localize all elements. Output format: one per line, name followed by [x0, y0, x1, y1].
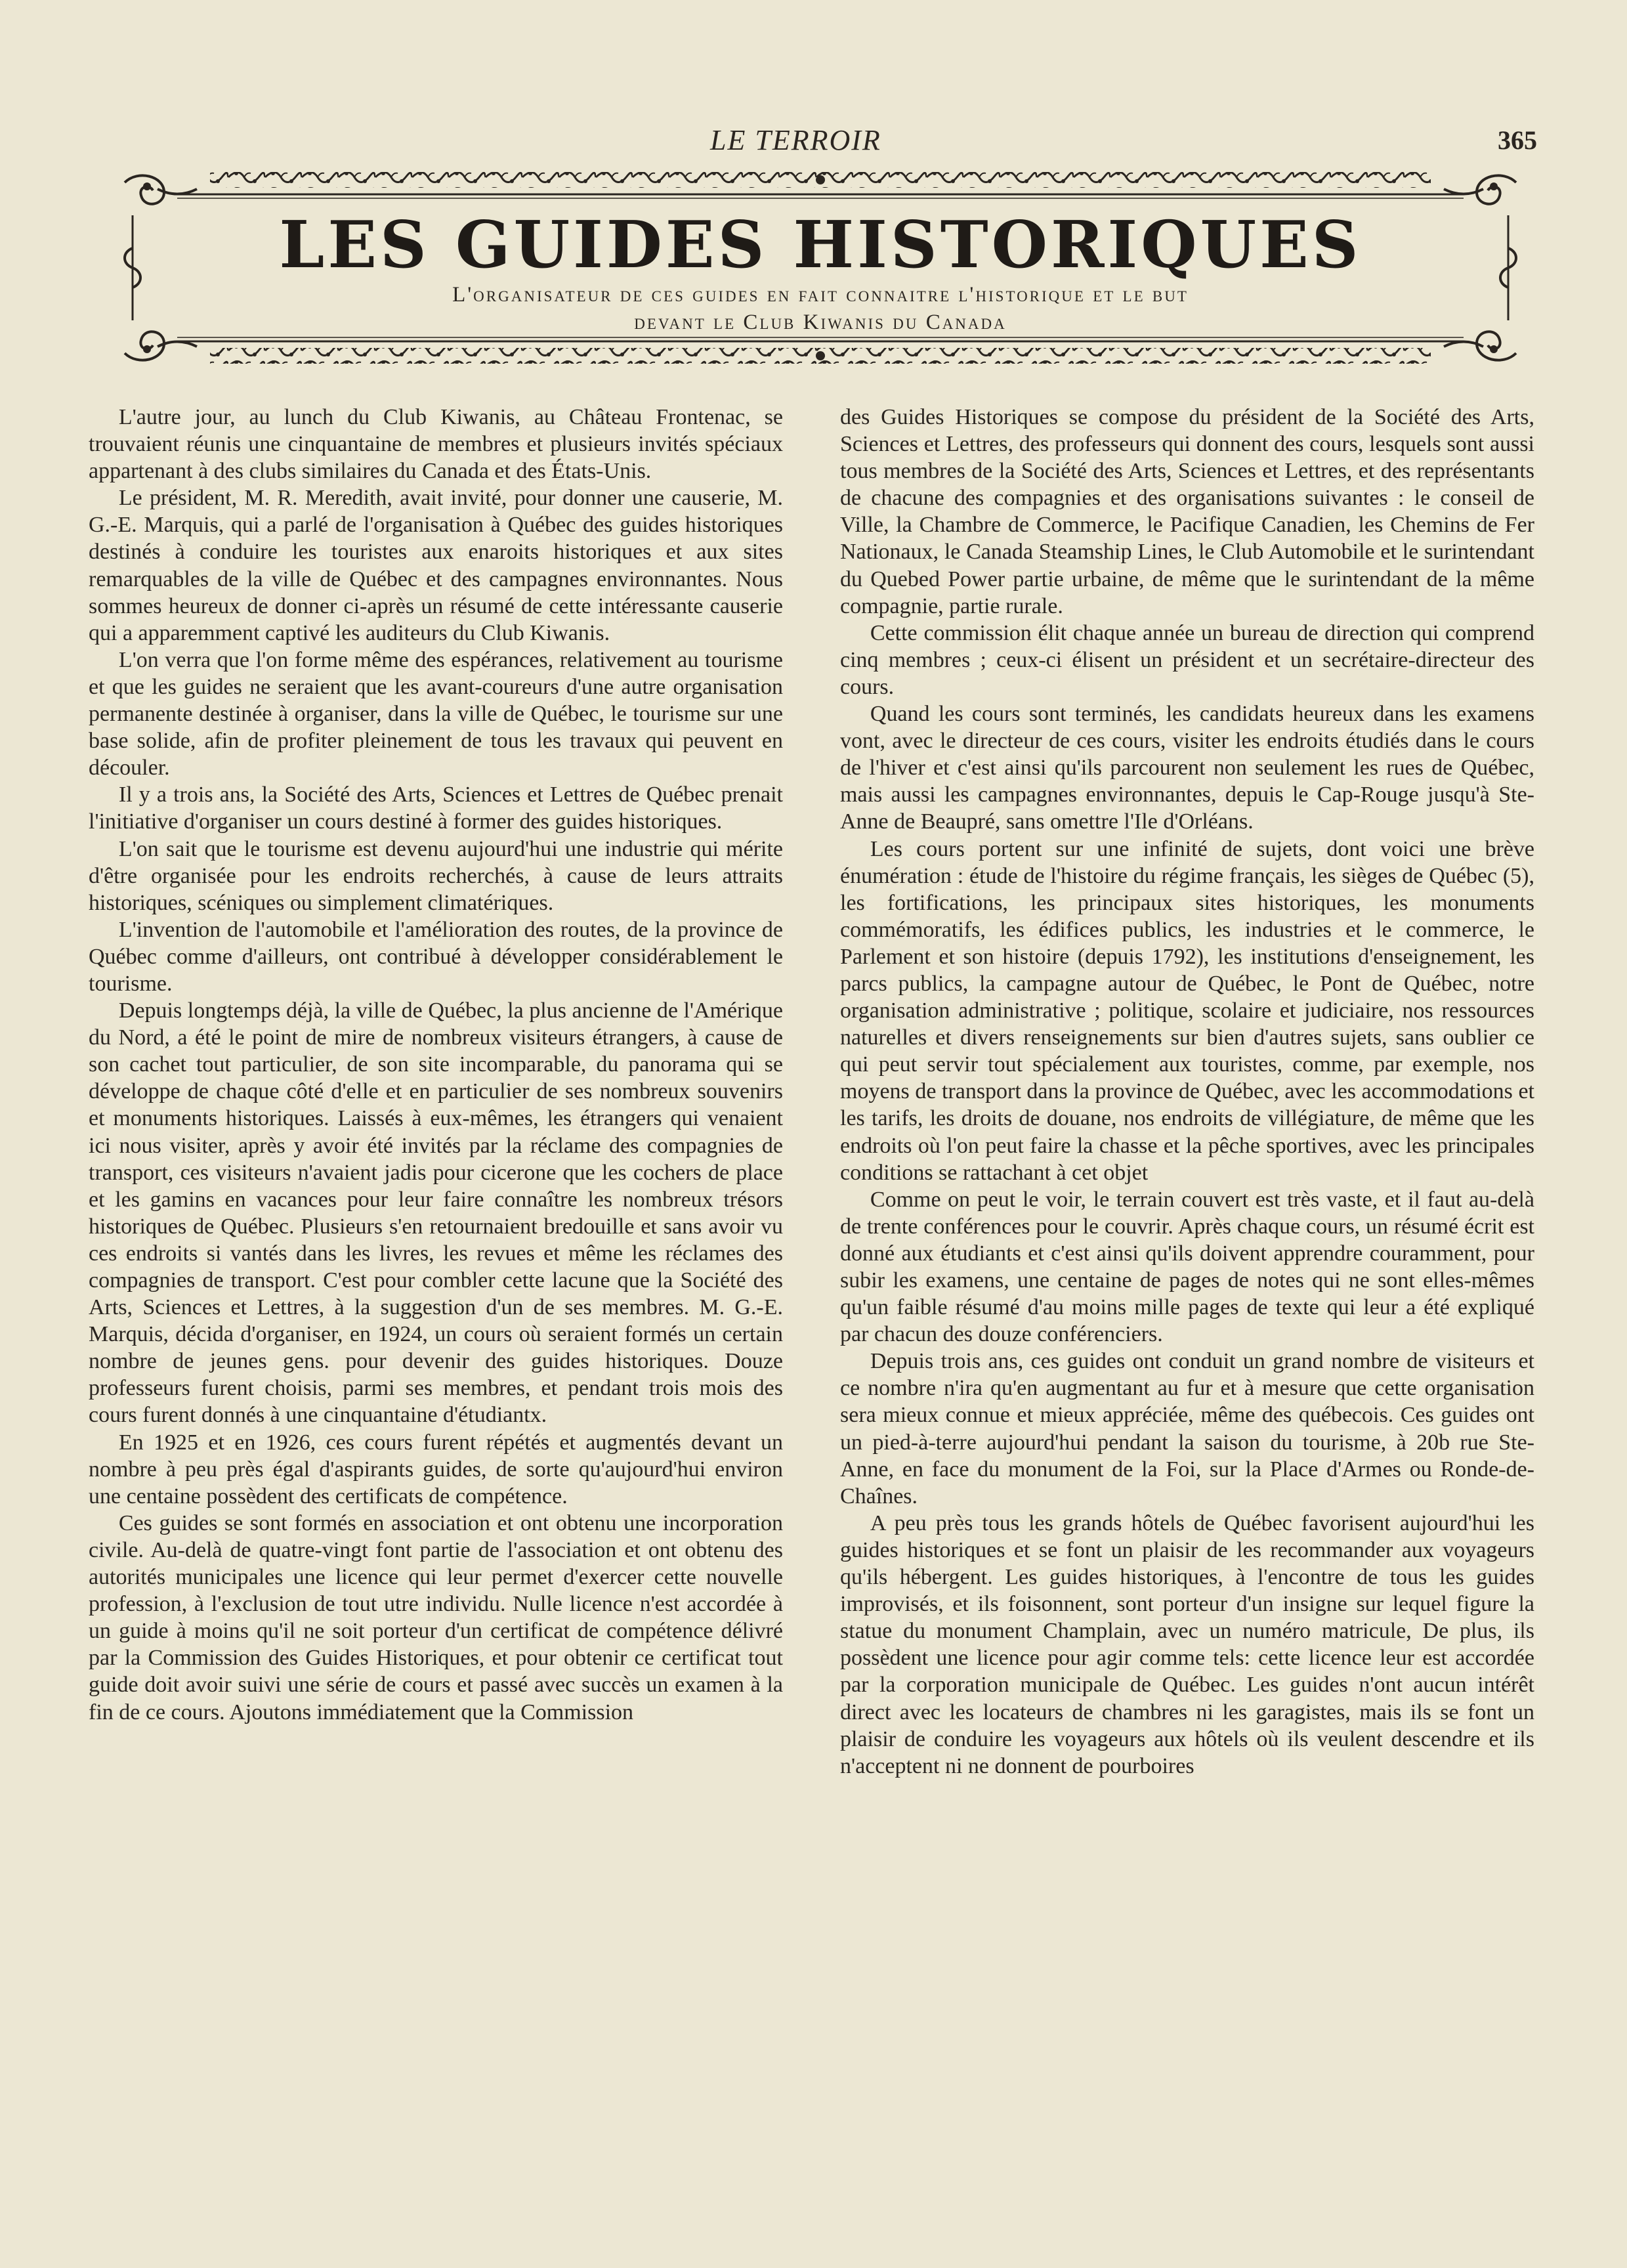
paragraph: L'on verra que l'on forme même des espérances, relativement au tourisme et que les guides ne seraient que les avant-coureurs d'une autre organisation permanente destinée à organiser, dans la ville de Québec, le tourisme sur une base solide, afin de profiter pleinement de tous les travaux qui peuvent en découler.: [89, 647, 783, 781]
article-subtitle: [315, 281, 1326, 336]
title-headpiece: [118, 169, 1523, 366]
paragraph: L'on sait que le tourisme est devenu aujourd'hui une industrie qui mérite d'être organisée pour les endroits recherchés, à cause de leurs attraits historiques, scéniques ou simplement climatériques.: [89, 836, 783, 915]
paragraph: Les cours portent sur une infinité de sujets, dont voici une brève énumération : étude de l'histoire du régime français, les sièges de Québec (5), les fortifications, les principaux sites historiques, les monuments commémoratifs, les édifices publics, les industries et le commerce, le Parlement et son histoire (depuis 1792), les institutions d'enseignement, les parcs publics, la campagne autour de Québec, le Pont de Québec, notre organisation administrative ; politique, scolaire et judiciaire, nos ressources naturelles et divers renseignements sur bien d'autres sujets, sans oublier ce qui peut servir tout spécialement aux touristes, comme, par exemple, nos moyens de transport dans la province de Québec, avec les accommodations et les tarifs, les droits de douane, nos endroits de villégiature, de même que les endroits où l'on peut faire la chasse et la pêche sportives, avec les principales conditions se rattachant à cet objet: [840, 836, 1534, 1185]
article-title: LES GUIDES HISTORIQUES: [279, 207, 1362, 283]
paragraph: Depuis longtemps déjà, la ville de Québec, la plus ancienne de l'Amérique du Nord, a été le point de mire de nombreux visiteurs étrangers, à cause de son cachet tout particulier, de son site incomparable, du panorama qui se développe de chaque côté d'elle et en particulier de ses nombreux souvenirs et monuments historiques. Laissés à eux-mêmes, les étrangers qui venaient ici nous visiter, après y avoir été invités par la réclame des compagnies de transport, ces visiteurs n'avaient jadis pour cicerone que les cochers de place et les gamins en vacances pour leur faire connaître les nombreux trésors historiques de Québec. Plusieurs s'en retournaient bredouille et sans avoir vu ces endroits si vantés dans les livres, les revues et même les réclames des compagnies de transport. C'est pour combler cette lacune que la Société des Arts, Sciences et Lettres, à la suggestion d'un de ses membres. M. G.-E. Marquis, décida d'organiser, en 1924, un cours où seraient formés un certain nombre de jeunes gens. pour devenir des guides historiques. Douze professeurs furent choisis, parmi ses membres, et pendant trois mois des cours furent donnés à une cinquantaine d'étudiantx.: [89, 998, 783, 1428]
subtitle-line-2: devant le Club Kiwanis du Canada: [634, 310, 1007, 334]
paragraph: L'autre jour, au lunch du Club Kiwanis, au Château Frontenac, se trouvaient réunis une cinquantaine de membres et plusieurs invités spéciaux appartenant à des clubs similaires du Canada et des États-Unis.: [89, 405, 783, 484]
right-column: [840, 404, 1534, 1780]
subtitle-line-1: L'organisateur de ces guides en fait connaitre l'historique et le but: [452, 283, 1189, 307]
paragraph: L'invention de l'automobile et l'amélioration des routes, de la province de Québec comme d'ailleurs, ont contribué à développer considérablement le tourisme.: [89, 917, 783, 996]
paragraph: des Guides Historiques se compose du président de la Société des Arts, Sciences et Lettres, des professeurs qui donnent des cours, lesquels sont aussi tous membres de la Société des Arts, Sciences et Lettres, et des représentants de chacune des compagnies et des organisations suivantes : le conseil de Ville, la Chambre de Commerce, le Pacifique Canadien, les Chemins de Fer Nationaux, le Canada Steamship Lines, le Club Automobile et le surintendant du Quebed Power partie urbaine, de même que le surintendant de la même compagnie, partie rurale.: [840, 405, 1534, 618]
paragraph: Comme on peut le voir, le terrain couvert est très vaste, et il faut au-delà de trente conférences pour le couvrir. Après chaque cours, un résumé écrit est donné aux étudiants et c'est ainsi qu'ils doivent apprendre couramment, pour subir les examens, une centaine de pages de notes qui ne sont elles-mêmes qu'un faible résumé d'au moins mille pages de texte qui leur a été expliqué par chacun des douze conférenciers.: [840, 1187, 1534, 1347]
page-number: 365: [1498, 125, 1537, 155]
running-head: [0, 123, 1627, 163]
paragraph: En 1925 et en 1926, ces cours furent répétés et augmentés devant un nombre à peu près égal d'aspirants guides, de sorte qu'aujourd'hui environ une centaine possèdent des certificats de compétence.: [89, 1430, 783, 1508]
running-title: LE TERROIR: [710, 124, 881, 156]
paragraph: Il y a trois ans, la Société des Arts, Sciences et Lettres de Québec prenait l'initiative d'organiser un cours destiné à former des guides historiques.: [89, 782, 783, 834]
paragraph: Quand les cours sont terminés, les candidats heureux dans les examens vont, avec le directeur de ces cours, visiter les endroits étudiés dans le cours de l'hiver et c'est ainsi qu'ils parcourent non seulement les rues de Québec, mais aussi les campagnes environnantes, depuis le Cap-Rouge jusqu'à Ste-Anne de Beaupré, sans omettre l'Ile d'Orléans.: [840, 702, 1534, 834]
paragraph: A peu près tous les grands hôtels de Québec favorisent aujourd'hui les guides historiques et se font un plaisir de les recommander aux voyageurs qu'ils hébergent. Les guides historiques, à l'encontre de tous les guides improvisés, et ils foisonnent, sont porteur d'un insigne sur lequel figure la statue du monument Champlain, avec un numéro matricule, De plus, ils possèdent une licence pour agir comme tels: cette licence leur est accordée par la corporation municipale de Québec. Les guides n'ont aucun intérêt direct avec les locateurs de chambres ni les garagistes, mais ils se font un plaisir de conduire les voyageurs aux hôtels où ils veulent descendre et ils n'acceptent ni ne donnent de pourboires: [840, 1510, 1534, 1778]
paragraph: Le président, M. R. Meredith, avait invité, pour donner une causerie, M. G.-E. Marquis, qui a parlé de l'organisation à Québec des guides historiques destinés à conduire les touristes aux enaroits historiques et aux sites remarquables de la ville de Québec et des campagnes environnantes. Nous sommes heureux de donner ci-après un résumé de cette intéressante causerie qui a apparemment captivé les auditeurs du Club Kiwanis.: [89, 486, 783, 645]
paragraph: Depuis trois ans, ces guides ont conduit un grand nombre de visiteurs et ce nombre n'ira qu'en augmentant au fur et à mesure que cette organisation sera mieux connue et mieux appréciée, même des québecois. Ces guides ont un pied-à-terre aujourd'hui pendant la saison du tourisme, à 20b rue Ste-Anne, en face du monument de la Foi, sur la Place d'Armes ou Ronde-de-Chaînes.: [840, 1349, 1534, 1508]
paragraph: Cette commission élit chaque année un bureau de direction qui comprend cinq membres ; ceux-ci élisent un président et un secrétaire-directeur des cours.: [840, 620, 1534, 699]
left-column: [89, 404, 783, 1726]
paragraph: Ces guides se sont formés en association et ont obtenu une incorporation civile. Au-delà de quatre-vingt font partie de l'association et ont obtenu des autorités municipales une licence qui leur permet d'exercer cette nouvelle profession, à l'exclusion de tout utre individu. Nulle licence n'est accordée à un guide à moins qu'il ne soit porteur d'un certificat de compétence délivré par la Commission des Guides Historiques, et pour obtenir ce certificat tout guide doit avoir suivi une série de cours et passé avec succès un examen à la fin de ce cours. Ajoutons immédiatement que la Commission: [89, 1510, 783, 1724]
